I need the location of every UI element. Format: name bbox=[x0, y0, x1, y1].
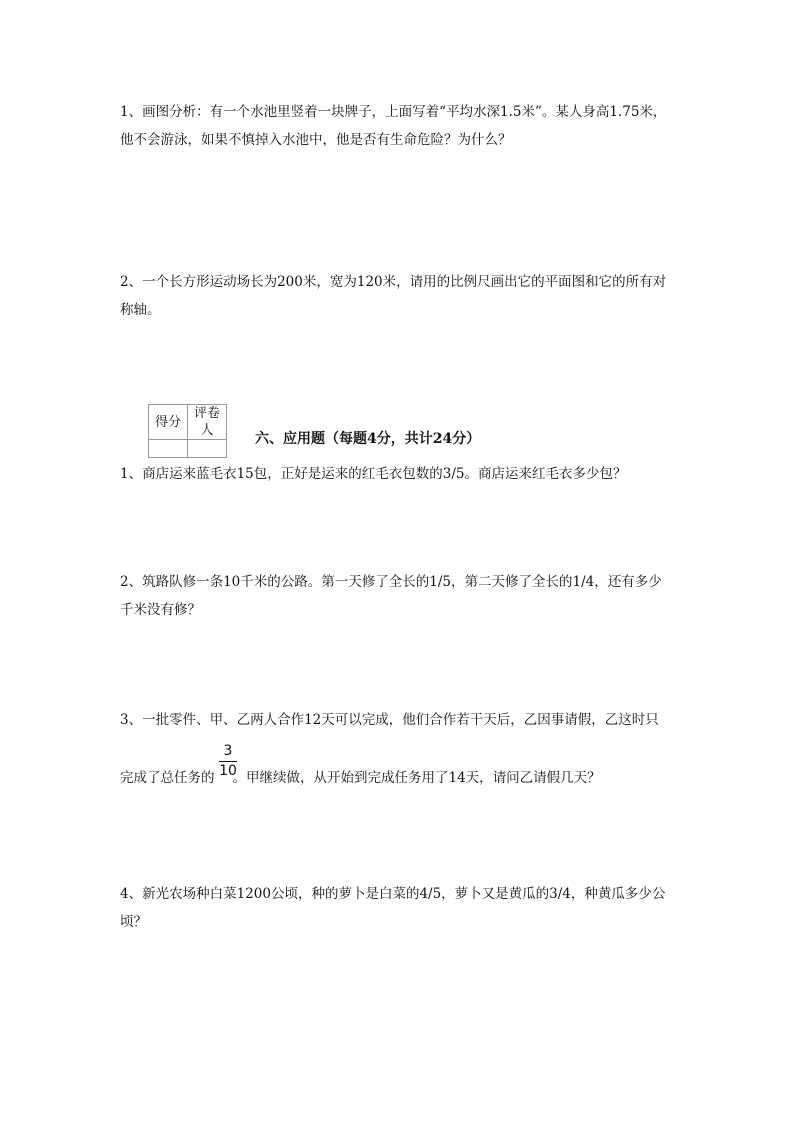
fraction-denominator: 10 bbox=[219, 763, 237, 779]
fraction-bar bbox=[219, 761, 237, 762]
question-6-3-line2-post: 。甲继续做，从开始到完成任务用了14天，请问乙请假几天？ bbox=[232, 770, 601, 786]
question-5-1-line2: 他不会游泳，如果不慎掉入水池中，他是否有生命危险？为什么？ bbox=[120, 132, 512, 148]
question-6-3-line2 bbox=[120, 764, 700, 792]
question-5-1 bbox=[120, 98, 700, 154]
question-5-1-line1: 1、画图分析：有一个水池里竖着一块牌子，上面写着“平均水深1.5米”。某人身高1.75米， bbox=[120, 104, 667, 120]
score-table bbox=[148, 404, 227, 458]
question-5-2-line1: 2、一个长方形运动场长为200米，宽为120米，请用的比例尺画出它的平面图和它的所有对 bbox=[120, 274, 667, 290]
grader-cell bbox=[188, 440, 227, 458]
question-5-2-line2: 称轴。 bbox=[120, 302, 161, 318]
question-6-2 bbox=[120, 568, 700, 624]
score-cell bbox=[149, 440, 188, 458]
fraction-numerator: 3 bbox=[223, 743, 233, 759]
grader-label: 评卷人 bbox=[188, 405, 227, 440]
question-6-2-line2: 千米没有修？ bbox=[120, 602, 201, 618]
score-label: 得分 bbox=[149, 405, 188, 440]
question-6-3-line1: 3、一批零件、甲、乙两人合作12天可以完成，他们合作若干天后，乙因事请假，乙这时只 bbox=[120, 712, 659, 728]
question-6-3 bbox=[120, 706, 700, 734]
question-6-4-line1: 4、新光农场种白菜1200公顷，种的萝卜是白菜的4/5，萝卜又是黄瓜的3/4，种黄瓜多少公 bbox=[120, 886, 666, 902]
fraction bbox=[219, 743, 237, 780]
question-6-1 bbox=[120, 460, 700, 488]
question-6-4 bbox=[120, 880, 700, 936]
question-6-4-line2: 顷？ bbox=[120, 914, 147, 930]
section-6-title: 六、应用题（每题4分，共计24分） bbox=[255, 431, 481, 447]
question-6-2-line1: 2、筑路队修一条10千米的公路。第一天修了全长的1/5，第二天修了全长的1/4，还有多少 bbox=[120, 574, 662, 590]
question-6-1-line1: 1、商店运来蓝毛衣15包，正好是运来的红毛衣包数的3/5。商店运来红毛衣多少包？ bbox=[120, 466, 627, 482]
question-5-2 bbox=[120, 268, 700, 324]
question-6-3-line2-pre: 完成了总任务的 bbox=[120, 770, 215, 786]
